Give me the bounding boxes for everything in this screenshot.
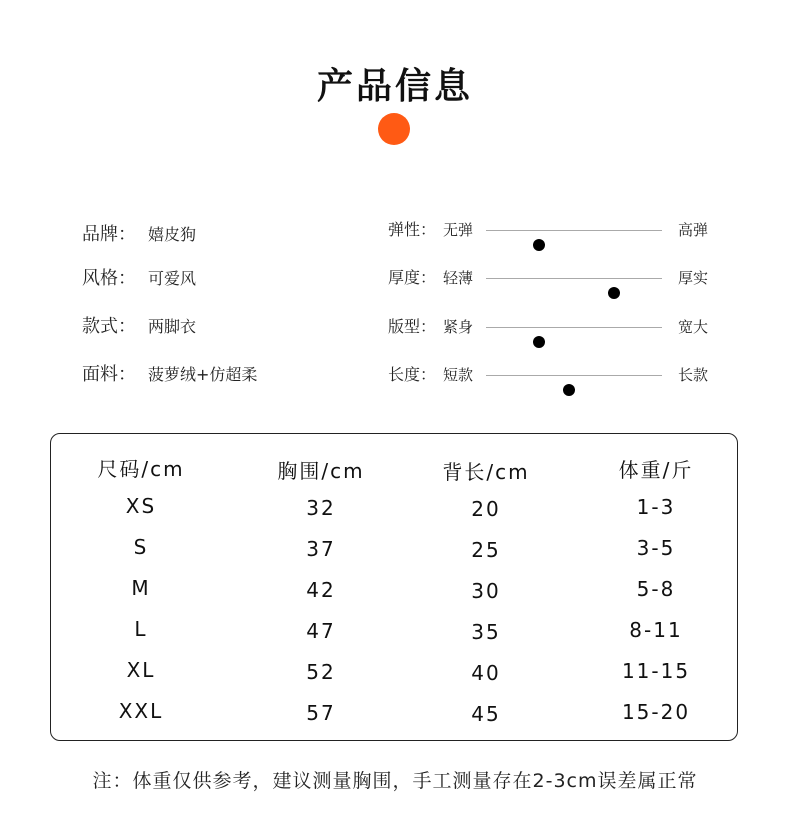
size-table-cell: 57 — [306, 701, 336, 725]
attribute-scale-track — [486, 278, 662, 279]
info-value: 可爱风 — [148, 268, 197, 288]
size-table-cell: 47 — [306, 619, 336, 643]
attribute-length — [388, 360, 728, 390]
attribute-scale-track — [486, 375, 662, 376]
size-table-cell: 8-11 — [629, 618, 683, 642]
info-row-brand — [82, 218, 196, 248]
size-table-cell: XL — [126, 658, 156, 682]
info-value: 嬉皮狗 — [148, 224, 197, 244]
attribute-high-label: 高弹 — [678, 221, 709, 239]
attribute-scale-marker — [608, 287, 620, 299]
info-value: 菠萝绒+仿超柔 — [148, 364, 258, 384]
attribute-high-label: 长款 — [678, 366, 709, 384]
attribute-scale-track — [486, 230, 662, 231]
size-table-cell: 45 — [471, 702, 501, 726]
attribute-scale-marker — [533, 336, 545, 348]
attribute-elasticity — [388, 215, 728, 245]
size-table-cell: 35 — [471, 620, 501, 644]
attribute-scale-track — [486, 327, 662, 328]
info-key: 款式： — [82, 316, 136, 337]
attribute-fit — [388, 312, 728, 342]
size-table-cell: 32 — [306, 496, 336, 520]
size-table-cell: 40 — [471, 661, 501, 685]
attribute-label: 版型： — [388, 317, 437, 336]
attribute-high-label: 厚实 — [678, 269, 709, 287]
size-table-header: 背长/cm — [442, 460, 530, 484]
size-table-cell: L — [134, 617, 148, 641]
attribute-label: 弹性： — [388, 220, 437, 239]
attribute-scale-marker — [563, 384, 575, 396]
size-table-cell: 25 — [471, 538, 501, 562]
info-row-type — [82, 310, 196, 340]
info-row-fabric — [82, 358, 257, 388]
attribute-low-label: 紧身 — [443, 318, 474, 336]
size-table-cell: 11-15 — [621, 659, 691, 683]
attribute-high-label: 宽大 — [678, 318, 709, 336]
size-table-cell: 37 — [306, 537, 336, 561]
size-table-cell: 20 — [471, 497, 501, 521]
measurement-note: 注：体重仅供参考，建议测量胸围，手工测量存在2-3cm误差属正常 — [92, 770, 698, 792]
attribute-low-label: 短款 — [443, 366, 474, 384]
size-table-header: 尺码/cm — [97, 457, 185, 481]
size-table-cell: M — [131, 576, 151, 600]
size-table-cell: XS — [125, 494, 157, 518]
attribute-thickness — [388, 263, 728, 293]
attribute-low-label: 无弹 — [443, 221, 474, 239]
attribute-label: 长度： — [388, 365, 437, 384]
size-table-cell: 1-3 — [636, 495, 676, 519]
page-title: 产品信息 — [316, 66, 473, 107]
accent-dot — [378, 113, 410, 145]
size-table-cell: 3-5 — [636, 536, 676, 560]
size-table-cell: S — [133, 535, 149, 559]
size-table-cell: 30 — [471, 579, 501, 603]
size-table-cell: XXL — [118, 699, 164, 723]
info-key: 品牌： — [82, 224, 136, 245]
size-table-header: 胸围/cm — [277, 459, 365, 483]
info-key: 风格： — [82, 268, 136, 289]
info-value: 两脚衣 — [148, 316, 197, 336]
attribute-label: 厚度： — [388, 268, 437, 287]
size-table-cell: 52 — [306, 660, 336, 684]
attribute-low-label: 轻薄 — [443, 269, 474, 287]
size-table — [50, 433, 738, 741]
attribute-scale-marker — [533, 239, 545, 251]
info-key: 面料： — [82, 364, 136, 385]
size-table-cell: 42 — [306, 578, 336, 602]
size-table-header: 体重/斤 — [618, 458, 694, 482]
size-table-cell: 5-8 — [636, 577, 676, 601]
info-row-style — [82, 262, 196, 292]
size-table-cell: 15-20 — [621, 700, 691, 724]
